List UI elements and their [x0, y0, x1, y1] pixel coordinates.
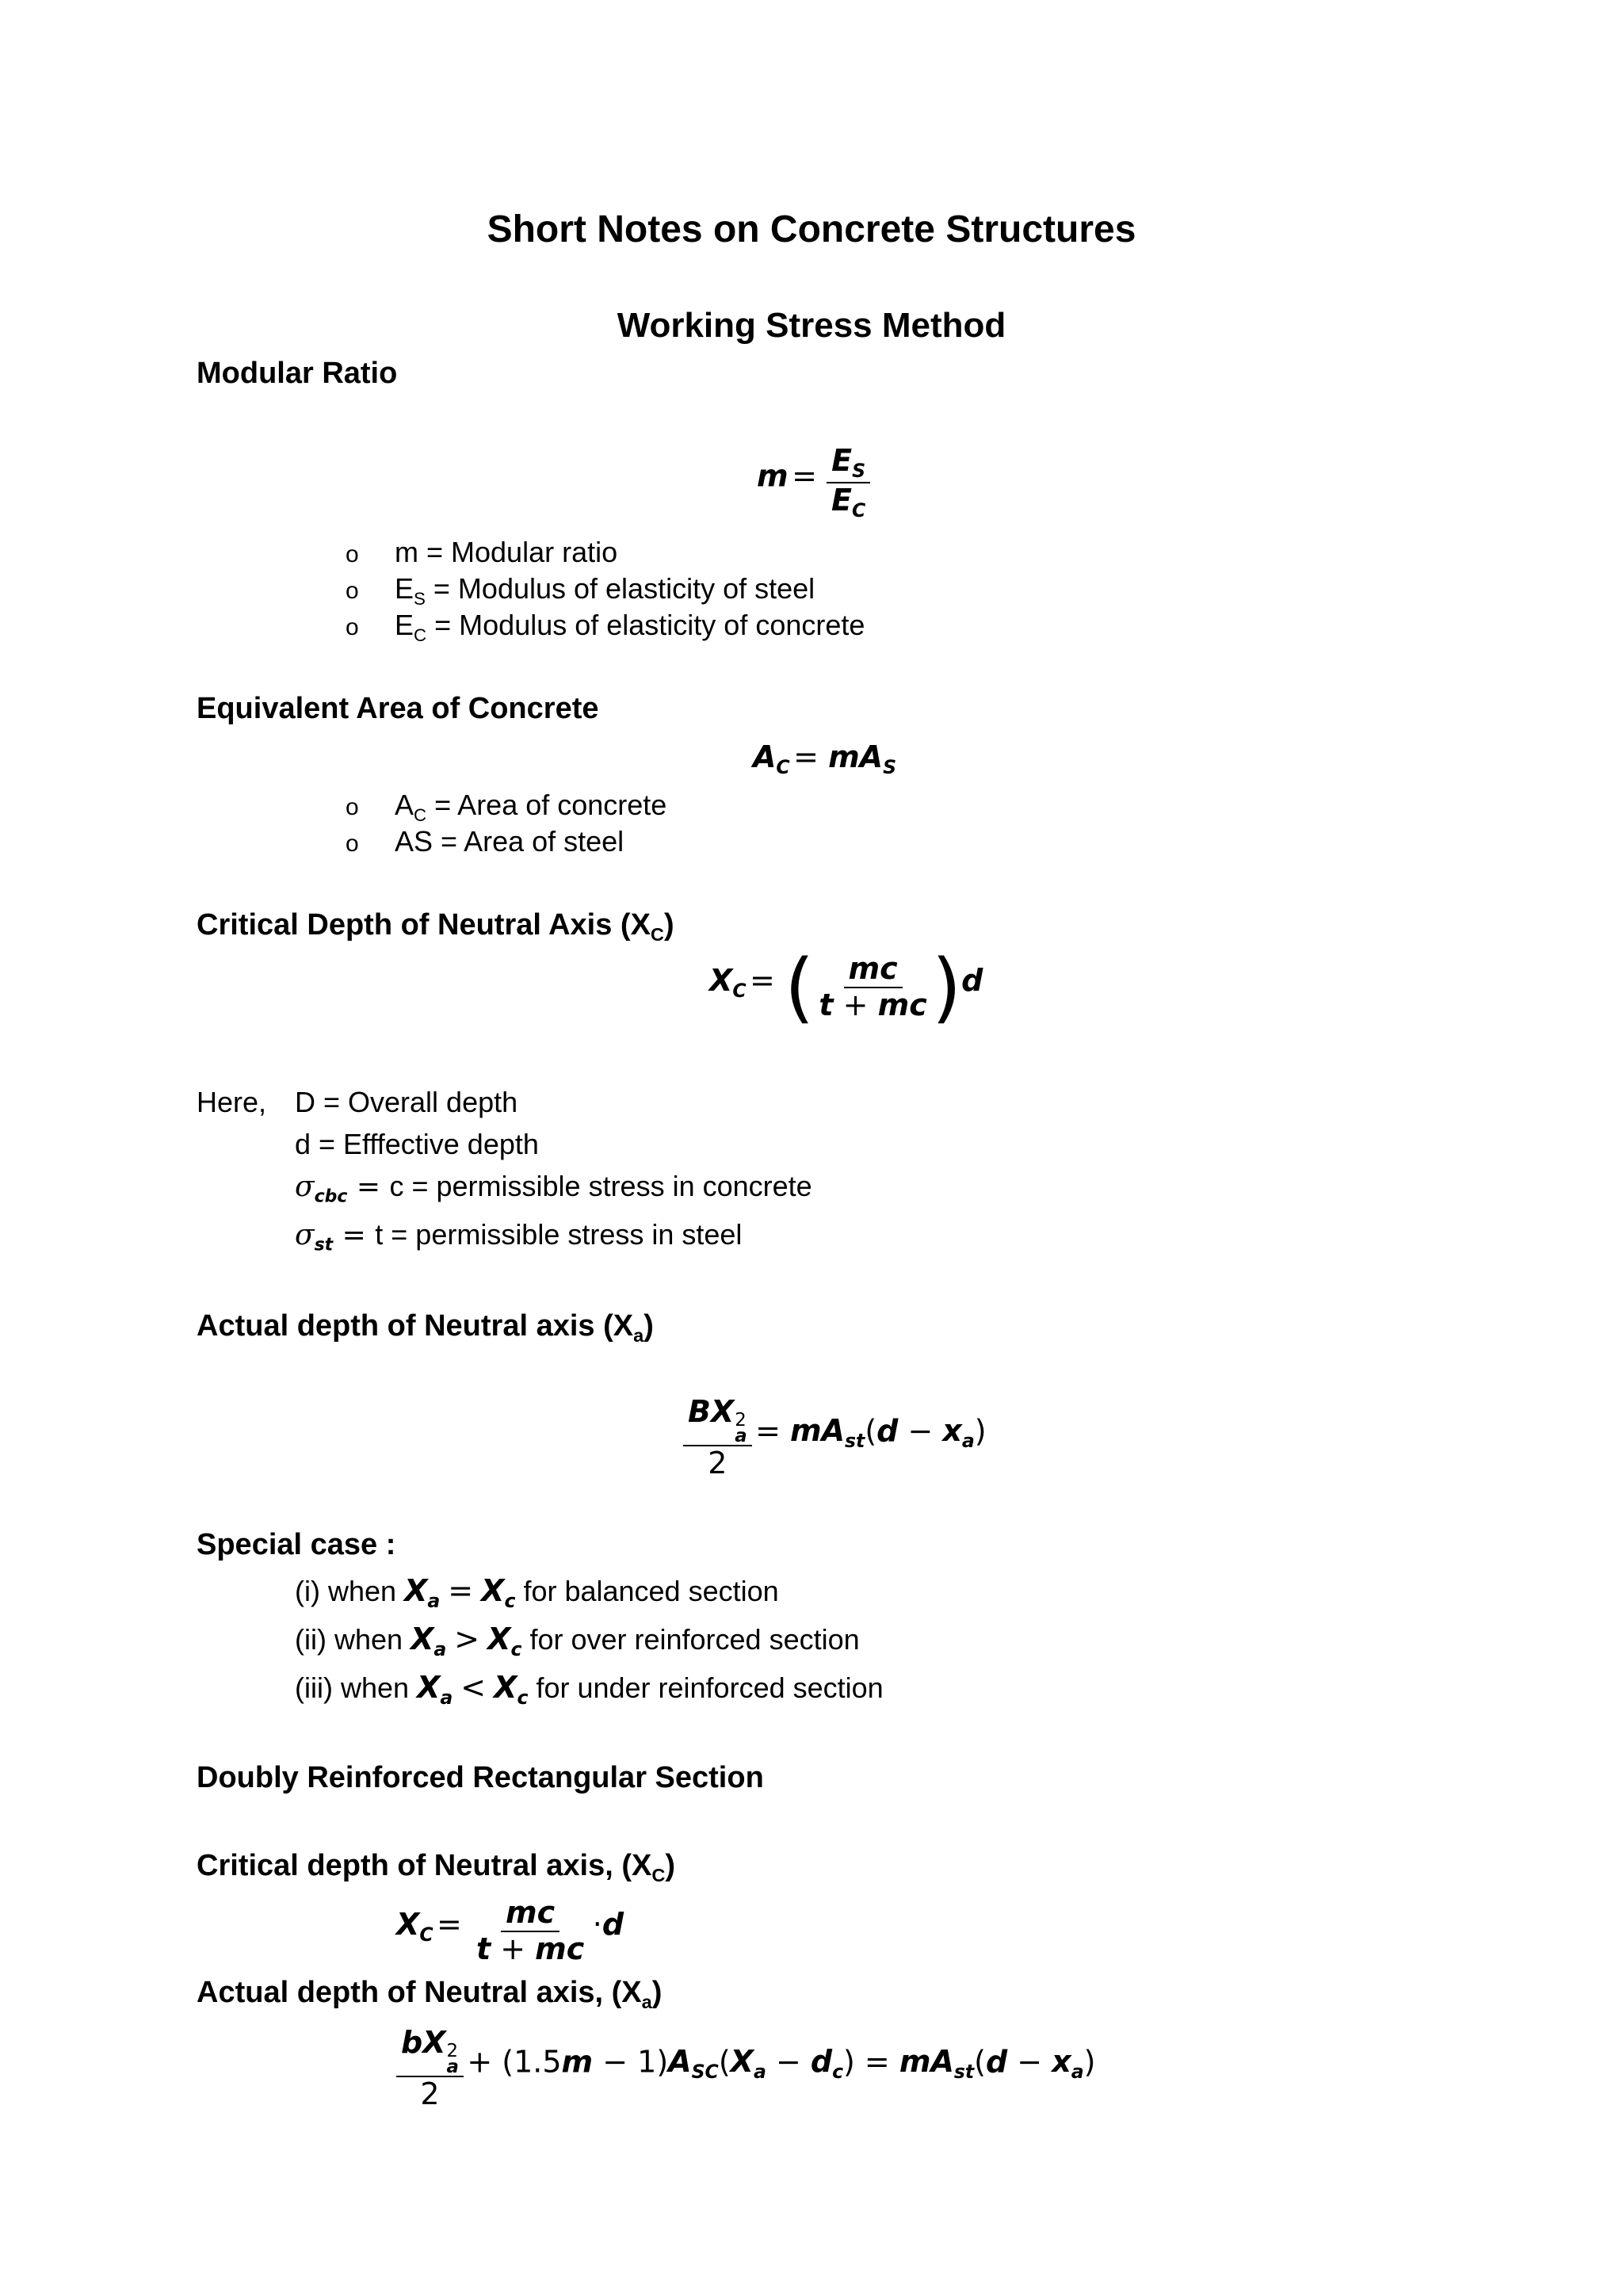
doubly-heading: Doubly Reinforced Rectangular Section [197, 1761, 764, 1794]
definition: d = Efffective depth [295, 1128, 539, 1160]
modular-ratio-formula: m = $\frac{E_S}{E_C}$ [757, 444, 870, 522]
list-item: o $E_S$ = Modulus of elasticity of steel [346, 572, 815, 609]
page-title: Short Notes on Concrete Structures [487, 208, 1136, 250]
special-case-heading: Special case : [197, 1528, 396, 1561]
definition: D = Overall depth [295, 1086, 518, 1118]
here-label: Here, [197, 1086, 267, 1118]
list-item: o m = Modular ratio [346, 536, 618, 568]
definition: $\sigma_{cbc} = c$ = permissible stress in concrete [295, 1170, 812, 1207]
doubly-actual-heading: Actual depth of Neutral axis, $(X_a)$ [197, 1976, 663, 2013]
doubly-critical-heading: Critical depth of Neutral axis, $(X_C)$ [197, 1849, 676, 1886]
doubly-actual-formula: bX 2 a 2 + $(1.5m - 1)A_{SC}(X_a - d_c) = mA_{st}(d - x_a)$ [396, 2026, 1095, 2111]
critical-depth-heading: Critical Depth of Neutral Axis $(X_C)$ [197, 908, 674, 946]
definition: $\sigma_{st} = t$ = permissible stress in steel [295, 1218, 743, 1255]
list-item: (ii) when $X_a > X_c$ for over reinforced section [295, 1622, 860, 1661]
list-item: (i) when $X_a = X_c$ for balanced section [295, 1573, 779, 1613]
critical-depth-formula: $X_C$ = ( $\frac{mc}{t + mc}$ )d [709, 943, 983, 1032]
list-item: o $E_C$ = Modulus of elasticity of concrete [346, 609, 865, 645]
actual-depth-heading: Actual depth of Neutral axis $(X_a)$ [197, 1309, 654, 1347]
actual-depth-formula: BX 2 a 2 = $mA_{st}(d - x_a)$ [683, 1395, 987, 1480]
list-item: o AS = Area of steel [346, 825, 624, 858]
equivalent-area-heading: Equivalent Area of Concrete [197, 692, 599, 725]
list-item: (iii) when $X_a < X_c$ for under reinforced section [295, 1670, 884, 1710]
equivalent-area-formula: $A_C = mA_S$ [753, 739, 897, 779]
list-item: o $A_C$ = Area of concrete [346, 789, 667, 825]
modular-ratio-heading: Modular Ratio [197, 357, 398, 390]
doubly-critical-formula: $X_C$ = $\frac{mc}{t + mc}$ ·d [396, 1895, 624, 1966]
section-title: Working Stress Method [617, 306, 1006, 345]
